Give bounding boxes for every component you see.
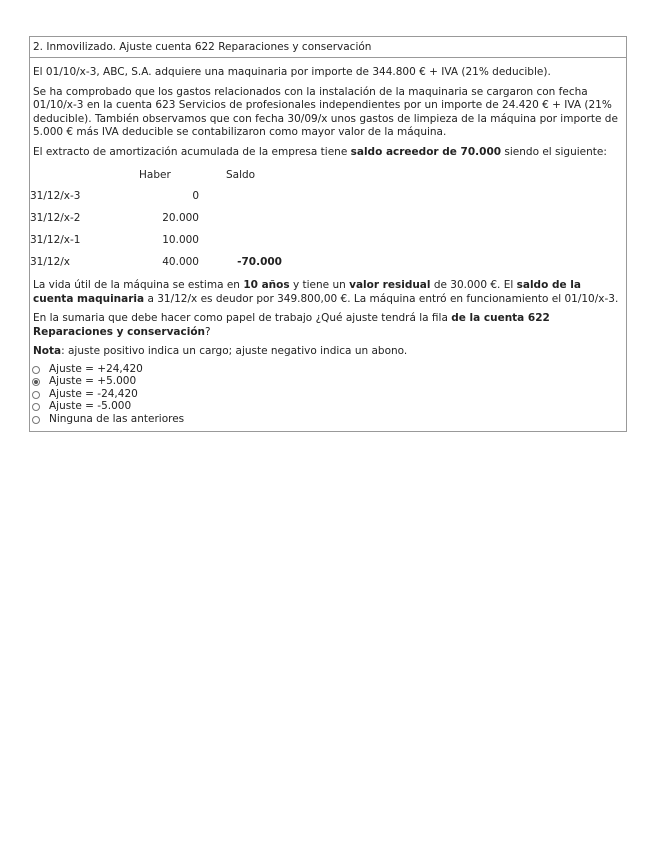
row-haber: 20.000 [162, 212, 199, 224]
header-haber: Haber [139, 169, 171, 181]
row-haber: 0 [192, 190, 199, 202]
radio-button[interactable] [32, 366, 40, 374]
row-saldo: -70.000 [237, 256, 282, 268]
paragraph-note: Nota: ajuste positivo indica un cargo; ajuste negativo indica un abono. [33, 345, 408, 357]
radio-button[interactable] [32, 416, 40, 424]
table-row [30, 251, 282, 273]
row-saldo [199, 185, 282, 207]
row-haber: 40.000 [162, 256, 199, 268]
table-row [30, 207, 282, 229]
paragraph-question: En la sumaria que debe hacer como papel de trabajo ¿Qué ajuste tendrá la fila de la cuenta 622 Reparaciones y conservación? [33, 312, 550, 338]
radio-button-selected[interactable] [32, 378, 40, 386]
table-row [30, 229, 282, 251]
row-date: 31/12/x-3 [30, 190, 81, 202]
radio-button[interactable] [32, 391, 40, 399]
answer-options [30, 359, 626, 432]
question-title: 2. Inmovilizado. Ajuste cuenta 622 Reparaciones y conservación [30, 37, 626, 58]
answer-option-2[interactable] [32, 375, 623, 388]
answer-option-1[interactable] [32, 363, 623, 376]
answer-option-4[interactable] [32, 400, 623, 413]
option-label: Ajuste = +24,420 [49, 362, 143, 375]
header-saldo: Saldo [226, 169, 256, 181]
row-date: 31/12/x-1 [30, 234, 81, 246]
radio-button[interactable] [32, 403, 40, 411]
option-label: Ajuste = -24,420 [49, 387, 138, 400]
answer-option-5[interactable] [32, 413, 623, 426]
row-saldo [199, 229, 282, 251]
row-date: 31/12/x [30, 256, 71, 268]
paragraph-useful-life: La vida útil de la máquina se estima en 10 años y tiene un valor residual de 30.000 €. El saldo de la cuenta maquinaria a 31/12/x es deudor por 349.800,00 €. La máquina entró en funcionamiento el 01/10/x-3. [33, 279, 619, 305]
row-date: 31/12/x-2 [30, 212, 81, 224]
answer-option-3[interactable] [32, 388, 623, 401]
option-label: Ninguna de las anteriores [49, 412, 185, 425]
question-box [29, 36, 627, 432]
table-row [30, 185, 282, 207]
paragraph-acquisition: El 01/10/x-3, ABC, S.A. adquiere una maquinaria por importe de 344.800 € + IVA (21% deducible). [33, 66, 551, 78]
amortization-table [30, 165, 282, 273]
paragraph-installation-costs: Se ha comprobado que los gastos relacionados con la instalación de la maquinaria se cargaron con fecha 01/10/x-3 en la cuenta 623 Servicios de profesionales independientes por un importe de 24.420 € + IVA (21% deducible). También observamos que con fecha 30/09/x unos gastos de limpieza de la máquina por importe de 5.000 € más IVA deducible se contabilizaron como mayor valor de la máquina. [33, 85, 618, 138]
table-header-row [30, 165, 282, 185]
paragraph-amortization-intro: El extracto de amortización acumulada de la empresa tiene saldo acreedor de 70.000 siendo el siguiente: [33, 145, 607, 158]
radio-dot-icon [34, 380, 38, 384]
row-haber: 10.000 [162, 234, 199, 246]
row-saldo [199, 207, 282, 229]
option-label: Ajuste = -5.000 [49, 400, 132, 413]
option-label: Ajuste = +5.000 [49, 375, 137, 388]
